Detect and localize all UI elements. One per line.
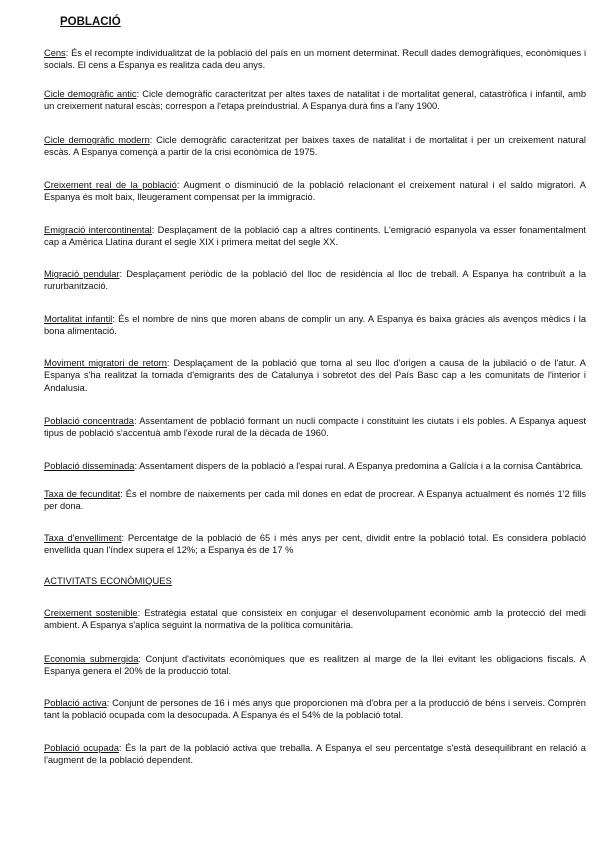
definition-mortalitat-infantil: Mortalitat infantil: És el nombre de nins que moren abans de complir un any. A Espanya és baixa gràcies als avenços mèdics i la bona alimentació. [44, 314, 587, 337]
definition-text: Conjunt d'activitats econòmiques que es realitzen al marge de la llei evitant les obligacions fiscals. A Espanya genera el 20% de la producció total. [44, 654, 586, 677]
definition-term: Emigració intercontinental [44, 225, 152, 235]
definition-text: Desplaçament de la població cap a altres continents. L'emigració espanyola va esser fonamentalment cap a Amèrica Llatina durant el segle XIX i primera meitat del segle XX. [44, 225, 587, 248]
definition-text: És el nombre de nins que moren abans de complir un any. A Espanya és baixa gràcies als avenços mèdics i la bona alimentació. [44, 314, 587, 337]
definition-cicle-antic: Cicle demogràfic antic: Cicle demogràfic caracteritzat per altes taxes de natalitat i de mortalitat general, catastròfica i infantil, amb un creixement natural escàs; correspon a l'etapa preindustrial. A Espanya durà fins a l'any 1900. [44, 89, 586, 112]
definition-text: Desplaçament periòdic de la població del lloc de residència al lloc de treball. A Espanya ha contribuït a la rururbanització. [44, 269, 586, 292]
definition-taxa-envelliment: Taxa d'envelliment: Percentatge de la població de 65 i més anys per cent, dividit entre la població total. Es considera població envellida quan l'índex supera el 12%; a Espanya és de 17 % [44, 533, 586, 556]
definition-term: Cicle demogràfic antic [44, 89, 137, 99]
definition-term: Població concentrada [44, 416, 134, 426]
definition-term: Economia submergida [44, 654, 139, 664]
definition-term: Migració pendular [44, 269, 120, 279]
definition-term: Cens [44, 48, 66, 58]
definition-text: És el recompte individualitzat de la població del país en un moment determinat. Recull dades demogràfiques, econòmiques i socials. El cens a Espanya es realitza cada deu anys. [44, 48, 587, 71]
definition-term: Moviment migratori de retorn [44, 358, 167, 368]
definition-moviment-retorn: Moviment migratori de retorn: Desplaçament de la població que torna al seu lloc d'origen a causa de la jubilació o de l'atur. A Espanya s'ha realitzat la tornada d'emigrants des de Catalunya i sobretot des del País Basc cap a les comunitats de l'interior i Andalusia. [44, 358, 586, 393]
definition-cens: Cens: És el recompte individualitzat de la població del país en un moment determinat. Recull dades demogràfiques, econòmiques i socials. El cens a Espanya es realitza cada deu anys. [44, 48, 587, 71]
definition-text: Desplaçament de la població que torna al seu lloc d'origen a causa de la jubilació o de l'atur. A Espanya s'ha realitzat la tornada d'emigrants des de Catalunya i sobretot des del País Basc cap a les comunitats de l'interior i Andalusia. [44, 358, 586, 393]
definition-text: Estratègia estatal que consisteix en conjugar el desenvolupament econòmic amb la protecció del medi ambient. A Espanya s'aplica seguint la normativa de la política comunitària. [44, 608, 586, 631]
definition-poblacio-disseminada: Població disseminada: Assentament dispers de la població a l'espai rural. A Espanya predomina a Galícia i a la cornisa Cantàbrica. [44, 461, 584, 471]
definition-text: És el nombre de naixements per cada mil dones en edat de procrear. A Espanya actualment és només 1'2 fills per dona. [44, 489, 587, 512]
definition-text: Cicle demogràfic caracteritzat per altes taxes de natalitat i de mortalitat general, catastròfica i infantil, amb un creixement natural escàs; correspon a l'etapa preindustrial. A Espanya durà fins a l'any 1900. [44, 89, 586, 112]
definition-text: Augment o disminució de la població relacionant el creixement natural i el saldo migratori. A Espanya és molt baix, lleugerament compensat per la immigració. [44, 180, 587, 203]
definition-term: Població activa [44, 698, 107, 708]
definition-creixement-sostenible: Creixement sostenible: Estratègia estatal que consisteix en conjugar el desenvolupament econòmic amb la protecció del medi ambient. A Espanya s'aplica seguint la normativa de la política comunitària. [44, 608, 586, 631]
definition-taxa-fecunditat: Taxa de fecunditat: És el nombre de naixements per cada mil dones en edat de procrear. A Espanya actualment és només 1'2 fills per dona. [44, 489, 587, 512]
definition-text: Percentatge de la població de 65 i més anys per cent, dividit entre la població total. Es considera població envellida quan l'índex supera el 12%; a Espanya és de 17 % [44, 533, 586, 556]
definition-term: Creixement sostenible [44, 608, 138, 618]
definition-economia-submergida: Economia submergida: Conjunt d'activitats econòmiques que es realitzen al marge de la llei evitant les obligacions fiscals. A Espanya genera el 20% de la producció total. [44, 654, 586, 677]
page-title: POBLACIÓ [60, 16, 121, 28]
section-title-activitats: ACTIVITATS ECONÒMIQUES [44, 576, 172, 586]
definition-term: Creixement real de la població [44, 180, 177, 190]
definition-term: Cicle demogràfic modern [44, 135, 150, 145]
definition-text: Cicle demogràfic caracteritzat per baixes taxes de natalitat i de mortalitat i per un creixement natural escàs. A Espanya començà a partir de la crisi econòmica de 1975. [44, 135, 587, 158]
definition-term: Taxa de fecunditat [44, 489, 121, 499]
definition-creixement-real: Creixement real de la població: Augment o disminució de la població relacionant el creixement natural i el saldo migratori. A Espanya és molt baix, lleugerament compensat per la immigració. [44, 180, 587, 203]
definition-cicle-modern: Cicle demogràfic modern: Cicle demogràfic caracteritzat per baixes taxes de natalitat i de mortalitat i per un creixement natural escàs. A Espanya començà a partir de la crisi econòmica de 1975. [44, 135, 587, 158]
definition-term: Població ocupada [44, 743, 119, 753]
definition-poblacio-activa: Població activa: Conjunt de persones de 16 i més anys que proporcionen mà d'obra per a la producció de béns i serveis. Comprèn tant la població ocupada com la desocupada. A Espanya és el 54% de la població total. [44, 698, 586, 721]
definition-text: És la part de la població activa que treballa. A Espanya el seu percentatge s'està desequilibrant en relació a l'augment de la població dependent. [44, 743, 586, 766]
definition-migracio-pendular: Migració pendular: Desplaçament periòdic de la població del lloc de residència al lloc de treball. A Espanya ha contribuït a la rururbanització. [44, 269, 586, 292]
definition-poblacio-concentrada: Població concentrada: Assentament de població formant un nucli compacte i constituint les ciutats i els pobles. A Espanya aquest tipus de població s'accentuà amb l'èxode rural de la dècada de 1960. [44, 416, 586, 439]
definition-term: Mortalitat infantil [44, 314, 113, 324]
definition-term: Taxa d'envelliment [44, 533, 122, 543]
definition-text: Assentament dispers de la població a l'espai rural. A Espanya predomina a Galícia i a la cornisa Cantàbrica. [139, 461, 584, 471]
definition-text: Conjunt de persones de 16 i més anys que proporcionen mà d'obra per a la producció de béns i serveis. Comprèn tant la població ocupada com la desocupada. A Espanya és el 54% de la població total. [44, 698, 586, 721]
definition-text: Assentament de població formant un nucli compacte i constituint les ciutats i els pobles. A Espanya aquest tipus de població s'accentuà amb l'èxode rural de la dècada de 1960. [44, 416, 586, 439]
definition-term: Població disseminada [44, 461, 135, 471]
definition-poblacio-ocupada: Població ocupada: És la part de la població activa que treballa. A Espanya el seu percentatge s'està desequilibrant en relació a l'augment de la població dependent. [44, 743, 586, 766]
definition-emigracio: Emigració intercontinental: Desplaçament de la població cap a altres continents. L'emigració espanyola va esser fonamentalment cap a Amèrica Llatina durant el segle XIX i primera meitat del segle XX. [44, 225, 587, 248]
